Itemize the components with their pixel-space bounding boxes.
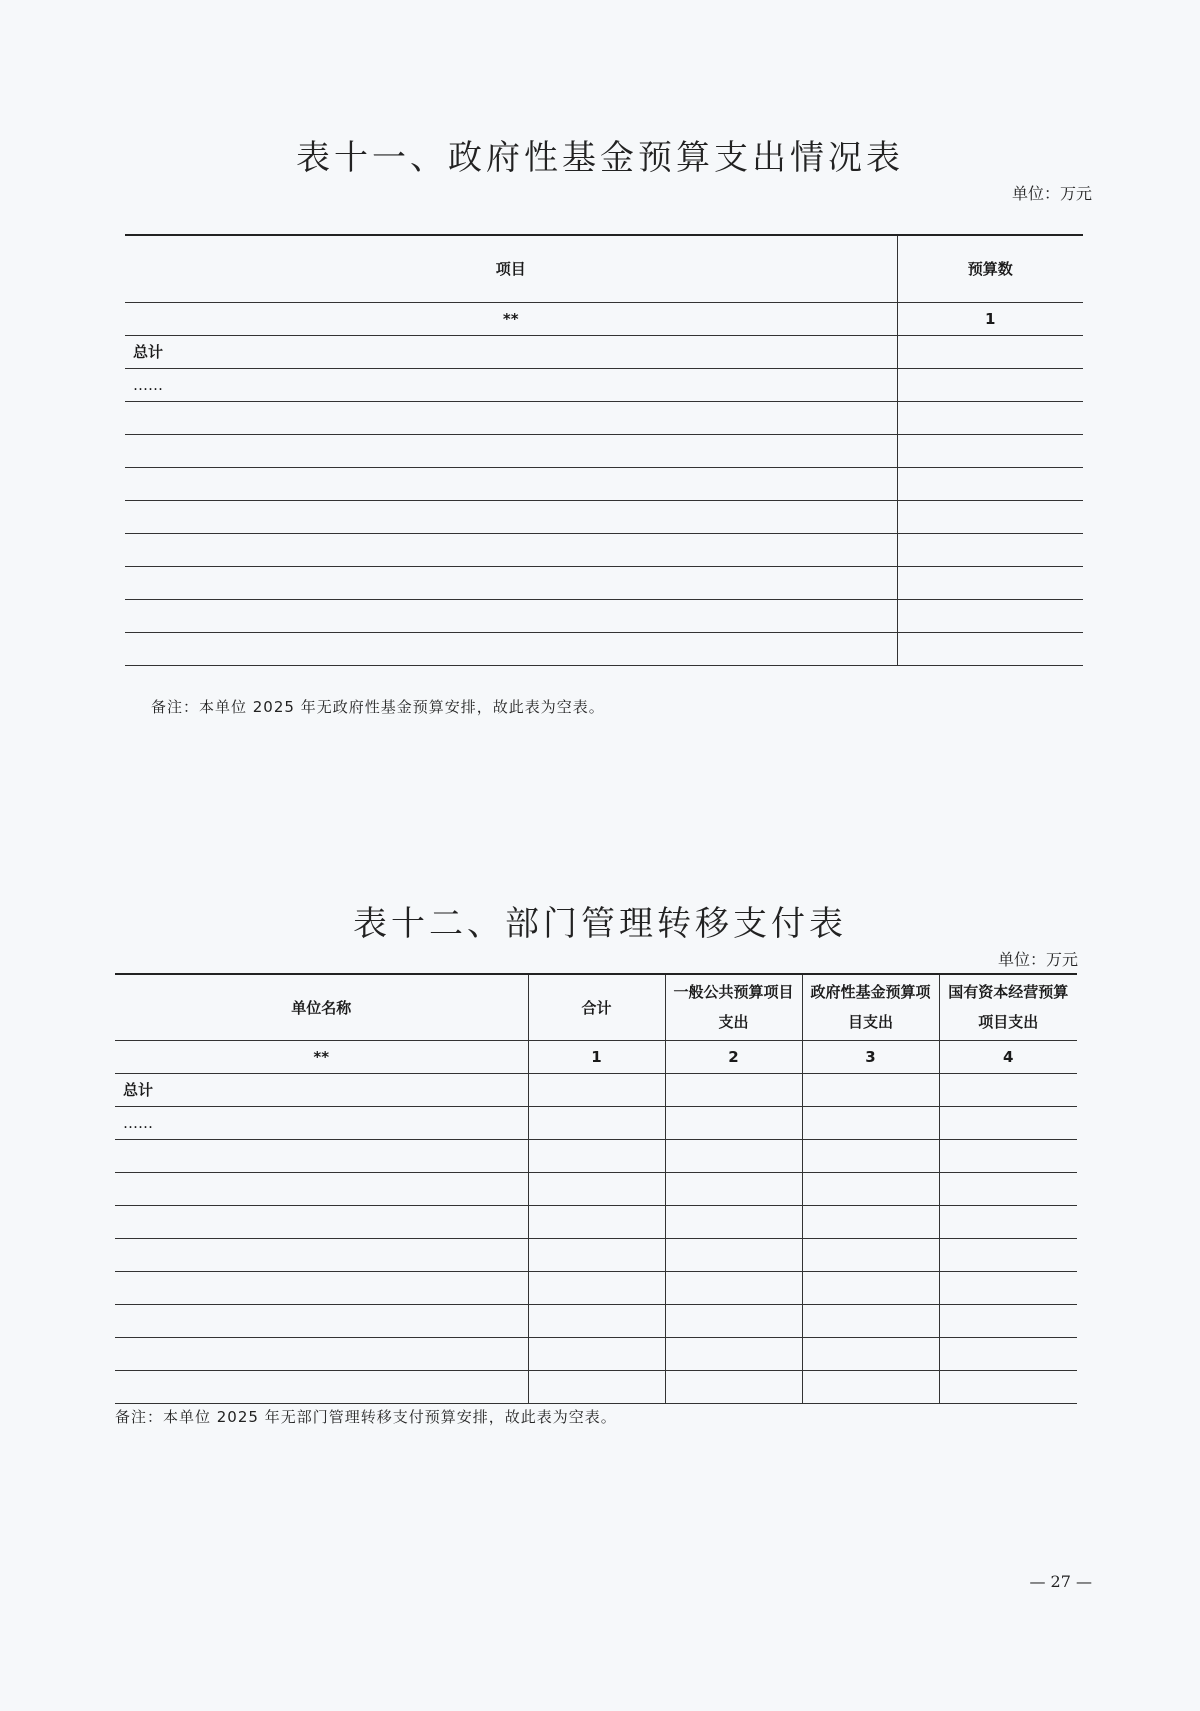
table12-cell (665, 1238, 802, 1271)
table12-cell (665, 1337, 802, 1370)
table11-title: 表十一、政府性基金预算支出情况表 (296, 138, 904, 178)
table12-cell (939, 1073, 1077, 1106)
table11-header-budget: 预算数 (897, 235, 1083, 302)
table12-cell (939, 1106, 1077, 1139)
table12-cell (528, 1106, 665, 1139)
table11-header-item: 项目 (125, 235, 897, 302)
table12-cell (802, 1139, 939, 1172)
table12-cell (802, 1205, 939, 1238)
table11-row-budget (897, 500, 1083, 533)
table12-cell (802, 1370, 939, 1403)
table-row (115, 1073, 1077, 1106)
table12-cell (939, 1304, 1077, 1337)
table12-cell (665, 1106, 802, 1139)
table12-cell (528, 1073, 665, 1106)
table12-row-name (115, 1238, 528, 1271)
table11-row-item (125, 566, 897, 599)
table11-row-budget (897, 632, 1083, 665)
table-row (115, 1304, 1077, 1337)
table12-cell (665, 1073, 802, 1106)
table12-row-name: 总计 (115, 1073, 528, 1106)
table12-cell (528, 1139, 665, 1172)
table12-cell (528, 1238, 665, 1271)
table-row (115, 1139, 1077, 1172)
page-number: — 27 — (1029, 1572, 1092, 1591)
table11-row-item (125, 599, 897, 632)
table12-cell (802, 1073, 939, 1106)
table11-row-budget (897, 335, 1083, 368)
table12-header-total: 合计 (528, 974, 665, 1040)
table11-unit-label: 单位：万元 (1011, 184, 1092, 203)
table11-code-budget: 1 (897, 302, 1083, 335)
table11-row-item (125, 467, 897, 500)
table11-row-budget (897, 368, 1083, 401)
table12-cell (802, 1337, 939, 1370)
table12-code-total: 1 (528, 1040, 665, 1073)
table-row (125, 335, 1083, 368)
table-row (125, 467, 1083, 500)
table-row (115, 1238, 1077, 1271)
table12-cell (528, 1337, 665, 1370)
table12-cell (802, 1172, 939, 1205)
table-row (115, 1271, 1077, 1304)
table12-cell (802, 1304, 939, 1337)
table-row (125, 566, 1083, 599)
table12-cell (802, 1106, 939, 1139)
table12-cell (939, 1172, 1077, 1205)
table-row (125, 533, 1083, 566)
table12-note: 备注：本单位 2025 年无部门管理转移支付预算安排，故此表为空表。 (115, 1408, 617, 1426)
table12-code-state: 4 (939, 1040, 1077, 1073)
table12-code-general: 2 (665, 1040, 802, 1073)
table11-note: 备注：本单位 2025 年无政府性基金预算安排，故此表为空表。 (151, 698, 605, 716)
table12-cell (528, 1370, 665, 1403)
table12-row-name (115, 1205, 528, 1238)
table12-cell (665, 1172, 802, 1205)
table11-row-budget (897, 401, 1083, 434)
table11-row-item (125, 434, 897, 467)
table12-code-name: ** (115, 1040, 528, 1073)
table12-cell (665, 1304, 802, 1337)
table12-header-general: 一般公共预算项目支出 (665, 974, 802, 1040)
table12-row-name: …… (115, 1106, 528, 1139)
table12-cell (939, 1271, 1077, 1304)
table12-cell (665, 1271, 802, 1304)
table11-row-item (125, 500, 897, 533)
table12-row-name (115, 1304, 528, 1337)
table11-row-budget (897, 533, 1083, 566)
table-row (125, 434, 1083, 467)
table12-cell (939, 1139, 1077, 1172)
table12-header-fund: 政府性基金预算项目支出 (802, 974, 939, 1040)
table-row (125, 599, 1083, 632)
table11-code-row (125, 302, 1083, 335)
table11 (125, 234, 1083, 666)
table11-row-item: 总计 (125, 335, 897, 368)
table11-row-item (125, 632, 897, 665)
table12-row-name (115, 1337, 528, 1370)
table12 (115, 973, 1077, 1404)
table11-row-item (125, 401, 897, 434)
table-row (115, 1106, 1077, 1139)
table12-code-fund: 3 (802, 1040, 939, 1073)
table-row (115, 1172, 1077, 1205)
table-row (125, 401, 1083, 434)
table12-code-row (115, 1040, 1077, 1073)
table12-cell (665, 1205, 802, 1238)
table12-cell (528, 1205, 665, 1238)
table12-cell (528, 1304, 665, 1337)
table12-cell (939, 1205, 1077, 1238)
table12-cell (939, 1238, 1077, 1271)
table-row (115, 1205, 1077, 1238)
table-row (125, 632, 1083, 665)
table11-row-item (125, 533, 897, 566)
table12-row-name (115, 1370, 528, 1403)
table-row (115, 1337, 1077, 1370)
table12-cell (939, 1337, 1077, 1370)
table-row (125, 368, 1083, 401)
table12-cell (665, 1370, 802, 1403)
table-row (125, 500, 1083, 533)
table12-cell (665, 1139, 802, 1172)
table12-cell (802, 1238, 939, 1271)
table11-row-budget (897, 434, 1083, 467)
table12-title: 表十二、部门管理转移支付表 (353, 904, 847, 944)
table11-row-item: …… (125, 368, 897, 401)
table12-row-name (115, 1172, 528, 1205)
table11-row-budget (897, 599, 1083, 632)
table12-cell (802, 1271, 939, 1304)
table12-header-state: 国有资本经营预算项目支出 (939, 974, 1077, 1040)
table12-cell (528, 1271, 665, 1304)
table12-header-name: 单位名称 (115, 974, 528, 1040)
table12-row-name (115, 1139, 528, 1172)
table11-row-budget (897, 566, 1083, 599)
table11-row-budget (897, 467, 1083, 500)
table12-header-row (115, 974, 1077, 1040)
table12-cell (939, 1370, 1077, 1403)
table12-cell (528, 1172, 665, 1205)
table11-code-item: ** (125, 302, 897, 335)
table11-header-row (125, 235, 1083, 302)
table12-row-name (115, 1271, 528, 1304)
table-row (115, 1370, 1077, 1403)
table12-unit-label: 单位：万元 (997, 950, 1078, 969)
